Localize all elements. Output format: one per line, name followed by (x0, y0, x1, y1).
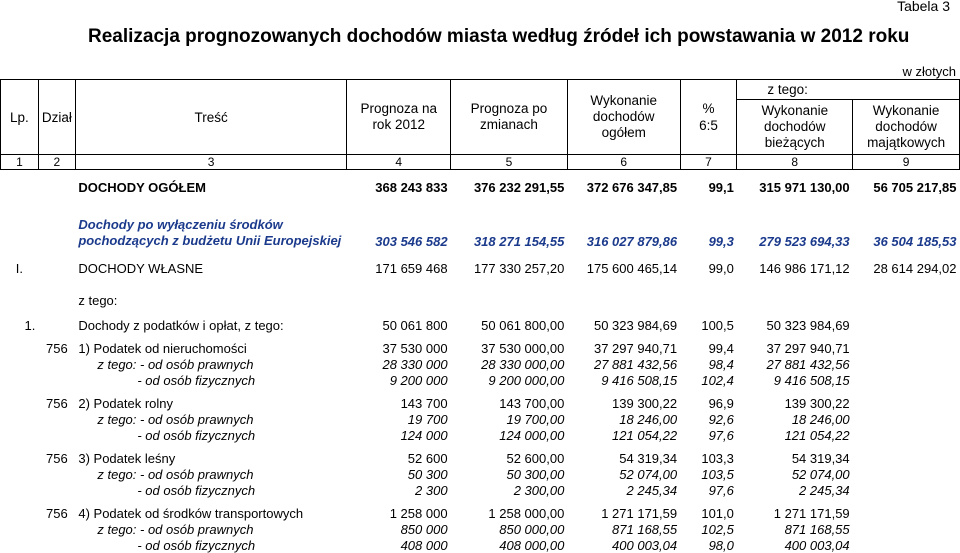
row-label: DOCHODY WŁASNE (78, 261, 204, 276)
table-row (1, 256, 960, 276)
cell-value: 50 323 984,69 (766, 318, 850, 333)
header-z-tego: z tego: (737, 80, 960, 100)
row-label: - od osób fizycznych (137, 538, 256, 553)
cell-value: 850 000,00 (499, 522, 565, 537)
cell-value: 2 300 (415, 483, 448, 498)
table-row (1, 521, 960, 537)
cell-value: 400 003,04 (784, 538, 850, 553)
row-label: 2) Podatek rolny (78, 396, 174, 411)
cell-value: 303 546 582 (375, 234, 448, 249)
table-row (1, 177, 960, 195)
header-pct-top: % (702, 101, 715, 116)
cell-value: 121 054,22 (784, 428, 850, 443)
cell-value: 177 330 257,20 (473, 261, 565, 276)
cell-value: 372 676 347,85 (586, 180, 678, 195)
cell-value: 52 074,00 (791, 467, 850, 482)
header-wyk-majatkowych: Wykonanie dochodów majątkowych (853, 100, 960, 155)
cell-value: 146 986 171,12 (759, 261, 850, 276)
cell-value: 37 297 940,71 (593, 341, 678, 356)
cell-value: 1 258 000,00 (488, 506, 565, 521)
header-dzial: Dział (38, 80, 75, 155)
header-tresc: Treść (75, 80, 347, 155)
col-number: 1 (1, 155, 39, 170)
cell-value: 2 245,34 (626, 483, 678, 498)
cell-value: 19 700 (407, 412, 448, 427)
row-label: - od osób fizycznych (137, 373, 256, 388)
cell-value: 37 530 000 (382, 341, 448, 356)
col-number: 5 (451, 155, 568, 170)
table-row (1, 482, 960, 498)
cell-value: 1 271 171,59 (601, 506, 678, 521)
cell-value: 408 000,00 (499, 538, 565, 553)
header-pct-bottom: 6:5 (699, 118, 718, 133)
row-dzial: 756 (46, 451, 68, 466)
cell-value: 102,5 (701, 522, 734, 537)
revenue-table (0, 79, 960, 553)
header-wykonanie-ogolem: Wykonanie dochodów ogółem (567, 80, 680, 155)
table-row (1, 276, 960, 308)
cell-value: 99,3 (708, 234, 734, 249)
col-number: 3 (75, 155, 347, 170)
unit-label: w złotych (902, 64, 956, 79)
table-row (1, 195, 960, 249)
z-tego-label: z tego: (78, 293, 118, 308)
row-label-suffix: z tego: (244, 318, 284, 333)
cell-value: 1 258 000 (389, 506, 448, 521)
cell-value: 1 271 171,59 (773, 506, 850, 521)
cell-value: 124 000 (400, 428, 448, 443)
cell-value: 2 245,34 (799, 483, 850, 498)
cell-value: 50 300,00 (506, 467, 565, 482)
cell-value: 9 416 508,15 (601, 373, 678, 388)
cell-value: 103,3 (701, 451, 734, 466)
cell-value: 19 700,00 (506, 412, 565, 427)
cell-value: 50 323 984,69 (593, 318, 678, 333)
table-row (1, 372, 960, 388)
cell-value: 368 243 833 (375, 180, 448, 195)
table-row (1, 395, 960, 411)
col-number: 6 (567, 155, 680, 170)
cell-value: 52 600 (407, 451, 448, 466)
cell-value: 56 705 217,85 (873, 180, 957, 195)
cell-value: 408 000 (400, 538, 448, 553)
cell-value: 27 881 432,56 (766, 357, 850, 372)
row-label: z tego: - od osób prawnych (97, 357, 254, 372)
row-dzial: 756 (46, 396, 68, 411)
table-row (1, 356, 960, 372)
row-label-text: Dochody z podatków i opłat, (78, 318, 241, 333)
table-number: Tabela 3 (897, 0, 950, 14)
row-label: Dochody po wyłączeniu środków pochodzących z budżetu Unii Europejskiej (78, 217, 342, 248)
table-row (1, 450, 960, 466)
col-number: 7 (680, 155, 737, 170)
table-row (1, 427, 960, 443)
cell-value: 318 271 154,55 (473, 234, 565, 249)
page-title: Realizacja prognozowanych dochodów miasta według źródeł ich powstawania w 2012 roku (88, 26, 910, 47)
header-prognoza-po: Prognoza po zmianach (451, 80, 568, 155)
cell-value: 101,0 (701, 506, 734, 521)
col-number: 9 (853, 155, 960, 170)
cell-value: 102,4 (701, 373, 734, 388)
cell-value: 54 319,34 (791, 451, 850, 466)
cell-value: 92,6 (708, 412, 734, 427)
cell-value: 98,4 (708, 357, 734, 372)
cell-value: 376 232 291,55 (473, 180, 565, 195)
table-row (1, 466, 960, 482)
cell-value: 175 600 465,14 (586, 261, 678, 276)
cell-value: 121 054,22 (612, 428, 678, 443)
cell-value: 28 614 294,02 (873, 261, 957, 276)
row-label: - od osób fizycznych (137, 483, 256, 498)
row-label: - od osób fizycznych (137, 428, 256, 443)
row-label: z tego: - od osób prawnych (97, 467, 254, 482)
cell-value: 871 168,55 (784, 522, 850, 537)
table-row (1, 411, 960, 427)
cell-value: 50 300 (407, 467, 448, 482)
col-number: 2 (38, 155, 75, 170)
cell-value: 315 971 130,00 (759, 180, 850, 195)
row-label (75, 315, 347, 333)
cell-value: 143 700 (400, 396, 448, 411)
row-lp: 1. (24, 318, 36, 333)
cell-value: 37 530 000,00 (481, 341, 565, 356)
cell-value: 171 659 468 (375, 261, 448, 276)
table-row (1, 340, 960, 356)
row-label: 4) Podatek od środków transportowych (78, 506, 304, 521)
header-lp: Lp. (1, 80, 39, 155)
cell-value: 18 246,00 (619, 412, 678, 427)
cell-value: 124 000,00 (499, 428, 565, 443)
cell-value: 99,1 (708, 180, 734, 195)
cell-value: 50 061 800 (382, 318, 448, 333)
row-label: z tego: - od osób prawnych (97, 522, 254, 537)
header-wyk-biezacych: Wykonanie dochodów bieżących (737, 100, 853, 155)
cell-value: 99,0 (708, 261, 734, 276)
row-label: DOCHODY OGÓŁEM (78, 180, 206, 195)
row-label: 3) Podatek leśny (78, 451, 176, 466)
cell-value: 96,9 (708, 396, 734, 411)
header-pct (680, 80, 737, 155)
cell-value: 279 523 694,33 (759, 234, 850, 249)
cell-value: 139 300,22 (784, 396, 850, 411)
cell-value: 36 504 185,53 (873, 234, 957, 249)
cell-value: 103,5 (701, 467, 734, 482)
cell-value: 97,6 (708, 428, 734, 443)
cell-value: 9 200 000 (389, 373, 448, 388)
row-dzial: 756 (46, 341, 68, 356)
cell-value: 37 297 940,71 (766, 341, 850, 356)
cell-value: 139 300,22 (612, 396, 678, 411)
col-number: 4 (347, 155, 451, 170)
cell-value: 98,0 (708, 538, 734, 553)
cell-value: 9 416 508,15 (773, 373, 850, 388)
header-prognoza-rok: Prognoza na rok 2012 (347, 80, 451, 155)
cell-value: 9 200 000,00 (488, 373, 565, 388)
cell-value: 28 330 000,00 (481, 357, 565, 372)
cell-value: 52 600,00 (506, 451, 565, 466)
cell-value: 54 319,34 (619, 451, 678, 466)
row-dzial: 756 (46, 506, 68, 521)
row-lp: I. (15, 261, 24, 276)
cell-value: 99,4 (708, 341, 734, 356)
cell-value: 18 246,00 (791, 412, 850, 427)
cell-value: 2 300,00 (513, 483, 565, 498)
cell-value: 97,6 (708, 483, 734, 498)
table-row (1, 537, 960, 553)
cell-value: 100,5 (701, 318, 734, 333)
table-row (1, 315, 960, 333)
cell-value: 850 000 (400, 522, 448, 537)
cell-value: 28 330 000 (382, 357, 448, 372)
table-row (1, 505, 960, 521)
cell-value: 871 168,55 (612, 522, 678, 537)
cell-value: 143 700,00 (499, 396, 565, 411)
cell-value: 400 003,04 (612, 538, 678, 553)
cell-value: 50 061 800,00 (481, 318, 565, 333)
col-number: 8 (737, 155, 853, 170)
row-label: 1) Podatek od nieruchomości (78, 341, 247, 356)
cell-value: 52 074,00 (619, 467, 678, 482)
row-label: z tego: - od osób prawnych (97, 412, 254, 427)
cell-value: 27 881 432,56 (593, 357, 678, 372)
column-numbers-row (1, 155, 960, 170)
cell-value: 316 027 879,86 (586, 234, 678, 249)
